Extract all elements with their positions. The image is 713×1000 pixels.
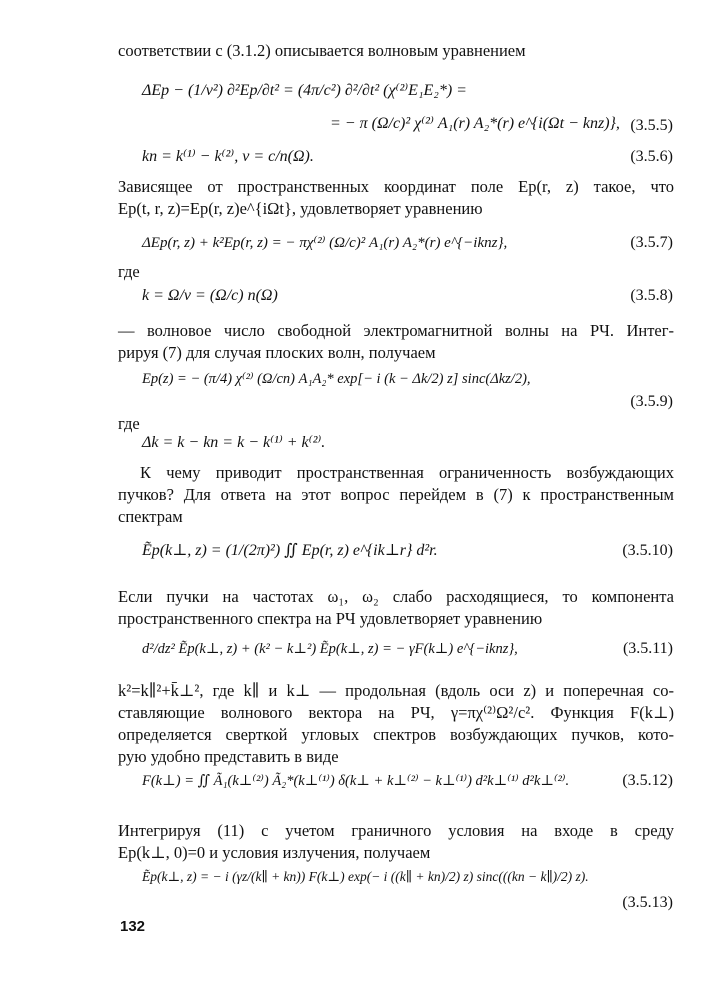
text-line: пространственного спектра на РЧ удовлетворяет уравнению <box>118 609 543 628</box>
text-line: К чему приводит пространственная ограниченность возбуждающих <box>140 463 674 482</box>
equation: Ẽр(k⊥, z) = (1/(2π)²) ∬ Eр(r, z) e^{ik⊥r} d²r. <box>142 542 438 559</box>
equation-number: (3.5.6) <box>630 148 673 165</box>
equation-number: (3.5.10) <box>622 542 673 559</box>
equation-number: (3.5.11) <box>622 640 673 657</box>
equation: ΔEр(r, z) + k²Eр(r, z) = − πχ⁽²⁾ (Ω/c)² A₁(r) A₂*(r) e^{−ikпz}, <box>142 235 508 251</box>
equation-number: (3.5.12) <box>622 772 673 789</box>
text-line: Зависящее от пространственных координат поле Eр(r, z) такое, что <box>118 177 674 196</box>
text-line: k²=k∥²+k̄⊥², где k∥ и k⊥ — продольная (вдоль оси z) и поперечная со- <box>118 681 674 700</box>
equation: k = Ω/v = (Ω/c) n(Ω) <box>142 287 278 304</box>
text-line: Eр(k⊥, 0)=0 и условия излучения, получаем <box>118 843 431 862</box>
equation-number: (3.5.13) <box>622 894 673 911</box>
equation-number: (3.5.8) <box>630 287 673 304</box>
text-line: Если пучки на частотах ω₁, ω₂ слабо расходящиеся, то компонента <box>118 587 674 606</box>
text-line: рую удобно представить в виде <box>118 747 339 766</box>
text-line: где <box>118 414 140 433</box>
page-number: 132 <box>120 918 146 935</box>
equation-number: (3.5.7) <box>630 234 673 251</box>
text-line: Интегрируя (11) с учетом граничного условия на входе в среду <box>118 821 674 840</box>
equation: d²/dz² Ẽр(k⊥, z) + (k² − k⊥²) Ẽр(k⊥, z) = − γF(k⊥) e^{−ikпz}, <box>142 641 518 657</box>
text-line: — волновое число свободной электромагнитной волны на РЧ. Интег- <box>118 321 674 340</box>
text-line: спектрам <box>118 507 183 526</box>
equation: Δk = k − kп = k − k⁽¹⁾ + k⁽²⁾. <box>142 434 326 451</box>
equation: Eр(z) = − (π/4) χ⁽²⁾ (Ω/cn) A₁A₂* exp[− i (k − Δk/2) z] sinc(Δkz/2), <box>142 371 531 387</box>
equation: Ẽр(k⊥, z) = − i (γz/(k∥ + kп)) F(k⊥) exp(− i ((k∥ + kп)/2) z) sinc(((kп − k∥)/2) z). <box>142 869 589 884</box>
equation-number: (3.5.5) <box>630 117 673 134</box>
text-line: пучков? Для ответа на этот вопрос перейдем в (7) к пространственным <box>118 485 674 504</box>
equation: ΔEр − (1/v²) ∂²Eр/∂t² = (4π/c²) ∂²/∂t² (χ⁽²⁾E₁E₂*) = <box>142 82 467 99</box>
text-line: где <box>118 262 140 281</box>
text-line: рируя (7) для случая плоских волн, получаем <box>118 343 436 362</box>
text-line: определяется сверткой угловых спектров возбуждающих пучков, кото- <box>118 725 674 744</box>
text-line: соответствии с (3.1.2) описывается волновым уравнением <box>118 41 526 60</box>
text-line: Eр(t, r, z)=Eр(r, z)e^{iΩt}, удовлетворяет уравнению <box>118 199 483 218</box>
equation-number: (3.5.9) <box>630 393 673 410</box>
equation: F(k⊥) = ∬ Ã₁(k⊥⁽²⁾) Ã₂*(k⊥⁽¹⁾) δ(k⊥ + k⊥⁽²⁾ − k⊥⁽¹⁾) d²k⊥⁽¹⁾ d²k⊥⁽²⁾. <box>142 773 570 789</box>
equation: = − π (Ω/c)² χ⁽²⁾ A₁(r) A₂*(r) e^{i(Ωt − kпz)}, <box>330 115 620 132</box>
equation: kп = k⁽¹⁾ − k⁽²⁾, v = c/n(Ω). <box>142 148 314 165</box>
text-line: ставляющие волнового вектора на РЧ, γ=πχ⁽²⁾Ω²/c². Функция F(k⊥) <box>118 703 674 722</box>
